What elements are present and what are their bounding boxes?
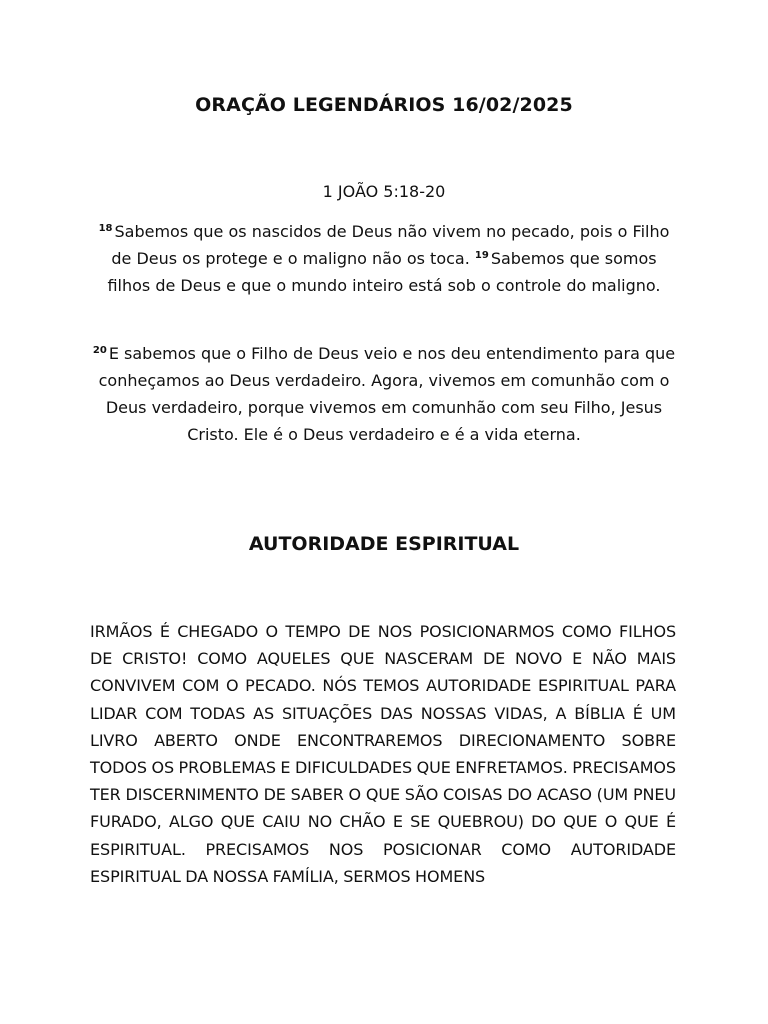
verse-text: Sabemos que os nascidos de Deus não vivem no pecado, pois o Filho de Deus os protege e o maligno não os toca. [111,222,670,268]
verse-paragraph [90,340,678,448]
verse-text: E sabemos que o Filho de Deus veio e nos deu entendimento para que conheçamos ao Deus verdadeiro. Agora, vivemos em comunhão com o Deus verdadeiro, porque vivemos em comunhão com seu Filho, Jesus Cristo. Ele é o Deus verdadeiro e é a vida eterna. [98,344,676,444]
scripture-reference: 1 JOÃO 5:18-20 [322,182,446,201]
section-heading: AUTORIDADE ESPIRITUAL [248,533,520,555]
document-title: ORAÇÃO LEGENDÁRIOS 16/02/2025 [195,94,573,116]
verse-number: 20 [92,345,107,356]
verse-number: 19 [474,250,489,261]
verse-number: 18 [98,223,113,234]
verse-paragraph [90,218,678,299]
verse-text: Sabemos que somos filhos de Deus e que o mundo inteiro está sob o controle do maligno. [107,249,661,295]
body-paragraph: IRMÃOS É CHEGADO O TEMPO DE NOS POSICIONARMOS COMO FILHOS DE CRISTO! COMO AQUELES QUE NASCERAM DE NOVO E NÃO MAIS CONVIVEM COM O PECADO. NÓS TEMOS AUTORIDADE ESPIRITUAL PARA LIDAR COM TODAS AS SITUAÇÕES DAS NOSSAS VIDAS, A BÍBLIA É UM LIVRO ABERTO ONDE ENCONTRAREMOS DIRECIONAMENTO SOBRE TODOS OS PROBLEMAS E DIFICULDADES QUE ENFRETAMOS. PRECISAMOS TER DISCERNIMENTO DE SABER O QUE SÃO COISAS DO ACASO (UM PNEU FURADO, ALGO QUE CAIU NO CHÃO E SE QUEBROU) DO QUE O QUE É ESPIRITUAL. PRECISAMOS NOS POSICIONAR COMO AUTORIDADE ESPIRITUAL DA NOSSA FAMÍLIA, SERMOS HOMENS [90,622,676,886]
